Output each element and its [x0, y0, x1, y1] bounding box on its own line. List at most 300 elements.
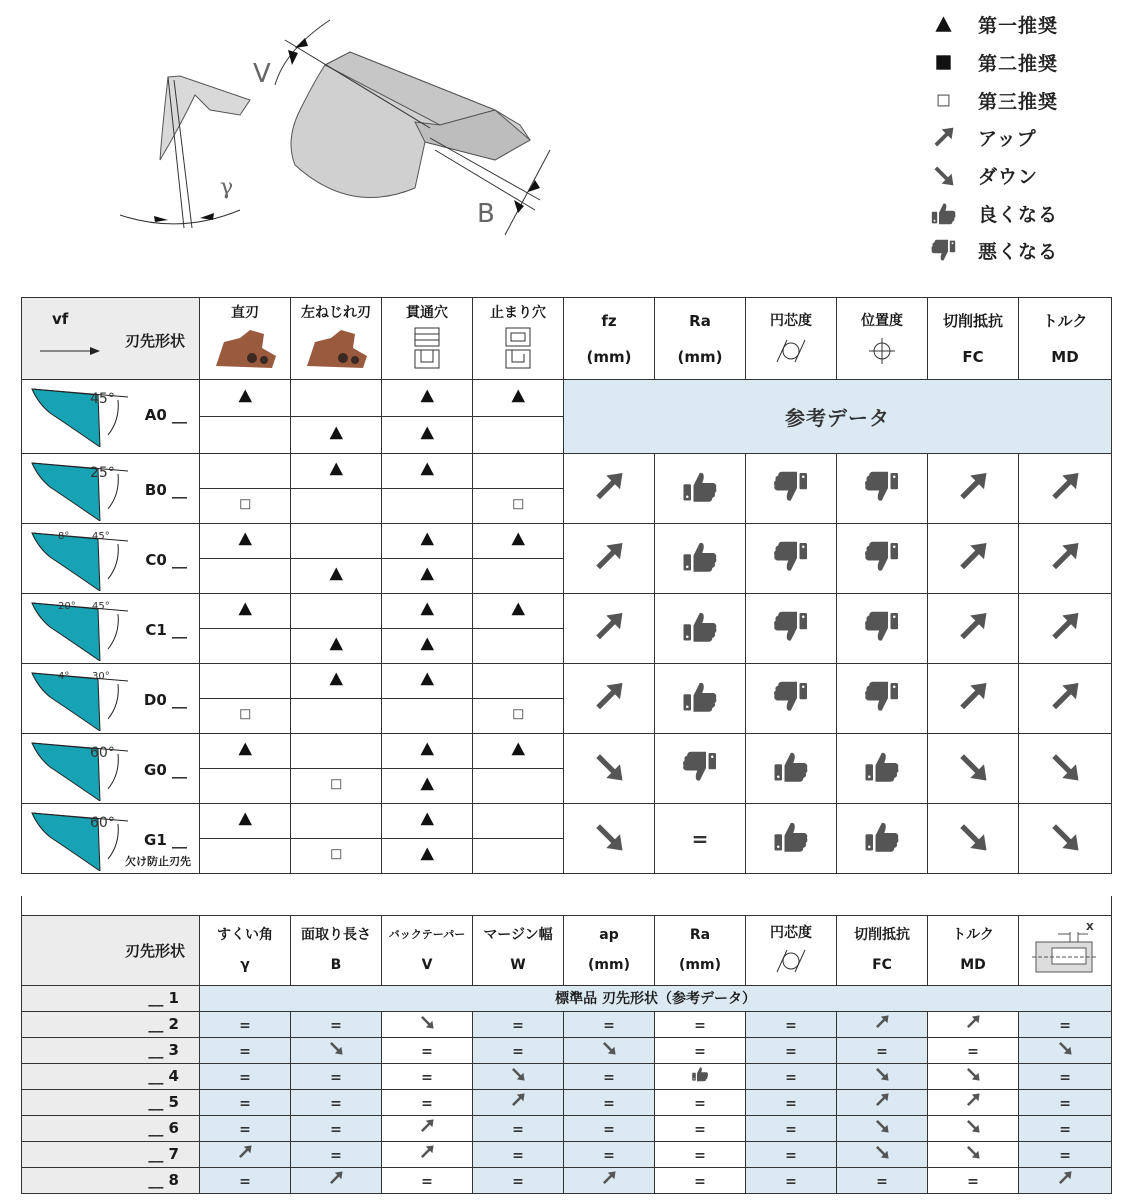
shape-recommendation-table: [21, 297, 1112, 874]
effect-cell: [655, 594, 746, 664]
effect-cell: [928, 524, 1019, 594]
recommendation-cell: [473, 594, 564, 629]
thumbs-up-icon: [681, 560, 719, 579]
triangle-icon: [416, 675, 439, 694]
recommendation-cell: [291, 664, 382, 699]
effect-cell: [564, 594, 655, 664]
variant-cell: [200, 1115, 291, 1141]
variant-cell: [564, 1037, 655, 1063]
concentricity-icon: [771, 338, 811, 364]
equal-icon: =: [421, 1173, 433, 1190]
triangle-icon: [416, 850, 439, 869]
recommendation-cell: [200, 839, 291, 874]
column-header: [200, 298, 291, 380]
legend-label: ダウン: [978, 166, 1039, 189]
equal-icon: =: [603, 1147, 615, 1164]
equal-icon: =: [785, 1017, 797, 1034]
shape-cell: [22, 524, 200, 594]
triangle-icon: [234, 535, 257, 554]
variant-cell: [928, 1167, 1019, 1193]
variant-row: [22, 1141, 1112, 1167]
arrow-up-icon: [1046, 630, 1084, 649]
variant-label: __ 6: [22, 1115, 200, 1141]
variant-label: __ 3: [22, 1037, 200, 1063]
equal-icon: =: [1059, 1095, 1071, 1112]
equal-icon: =: [512, 1017, 524, 1034]
variant-cell: [655, 1115, 746, 1141]
recommendation-cell: [291, 559, 382, 594]
arrow-down-icon: [954, 770, 992, 789]
variant-cell: [746, 1011, 837, 1037]
spacer-row: [22, 896, 1112, 915]
equal-icon: =: [421, 1095, 433, 1112]
equal-icon: =: [785, 1121, 797, 1138]
variant-cell: [382, 1141, 473, 1167]
equal-icon: =: [691, 826, 709, 851]
shape-angle-label: 45°: [92, 531, 110, 542]
recommendation-cell: [473, 769, 564, 804]
effect-cell: [1019, 734, 1112, 804]
column-header-label: 円芯度: [770, 312, 812, 329]
legend-label: 悪くなる: [978, 241, 1059, 264]
recommendation-cell: [200, 699, 291, 734]
equal-icon: =: [694, 1173, 706, 1190]
shape-name: G1 __: [144, 831, 187, 849]
legend-label: 第三推奨: [978, 90, 1059, 113]
empty-square-icon: [930, 87, 964, 113]
equal-icon: =: [512, 1173, 524, 1190]
recommendation-cell: [200, 417, 291, 454]
variant-cell: [928, 1011, 1019, 1037]
main-header-row: [22, 298, 1112, 380]
triangle-icon: [930, 12, 964, 38]
variant-row: [22, 1037, 1112, 1063]
variant-cell: [1019, 1063, 1112, 1089]
equal-icon: =: [603, 1017, 615, 1034]
arrow-down-icon: [964, 1120, 982, 1139]
equal-icon: =: [967, 1173, 979, 1190]
column-header: [473, 915, 564, 985]
insert-photo-icon: [301, 326, 371, 370]
recommendation-cell: [473, 524, 564, 559]
thumbs-down-icon: [863, 700, 901, 719]
feed-arrow-icon: [40, 346, 100, 356]
recommendation-cell: [473, 629, 564, 664]
x-label: X: [1086, 922, 1094, 933]
variant-cell: [655, 1063, 746, 1089]
shape-row: [22, 734, 1112, 769]
variant-row: [22, 985, 1112, 1011]
triangle-icon: [416, 745, 439, 764]
equal-icon: =: [876, 1043, 888, 1060]
variant-cell: [746, 1063, 837, 1089]
column-header: [564, 915, 655, 985]
arrow-up-icon: [418, 1146, 436, 1165]
column-header-sublabel: MD: [1051, 347, 1079, 366]
variant-cell: [837, 1115, 928, 1141]
column-header-sublabel: B: [330, 957, 342, 973]
legend-label: アップ: [978, 128, 1037, 151]
effect-cell: [655, 734, 746, 804]
variant-cell: [291, 1011, 382, 1037]
recommendation-cell: [200, 489, 291, 524]
triangle-icon: [416, 429, 439, 448]
shape-name: C1 __: [145, 621, 187, 639]
empty-square-icon: [234, 710, 257, 729]
arrow-up-icon: [964, 1016, 982, 1035]
triangle-icon: [416, 535, 439, 554]
arrow-up-icon: [590, 700, 628, 719]
variant-cell: [746, 1167, 837, 1193]
recommendation-cell: [200, 454, 291, 489]
variant-cell: [837, 1063, 928, 1089]
thumbs-up-icon: [681, 630, 719, 649]
column-header: [746, 915, 837, 985]
triangle-icon: [416, 605, 439, 624]
variant-cell: [473, 1115, 564, 1141]
recommendation-cell: [473, 664, 564, 699]
thumbs-down-icon: [863, 490, 901, 509]
legend-item: [930, 232, 1120, 270]
column-header-sublabel: γ: [240, 957, 250, 973]
variant-cell: [655, 1167, 746, 1193]
shape-cell: [22, 594, 200, 664]
empty-square-icon: [507, 500, 530, 519]
shape-name: B0 __: [144, 481, 187, 499]
variant-cell: [928, 1089, 1019, 1115]
triangle-icon: [234, 605, 257, 624]
recommendation-cell: [200, 734, 291, 769]
recommendation-cell: [291, 454, 382, 489]
equal-icon: =: [785, 1069, 797, 1086]
equal-icon: =: [239, 1173, 251, 1190]
variant-cell: [473, 1167, 564, 1193]
legend: [930, 6, 1120, 270]
variant-cell: [837, 1011, 928, 1037]
recommendation-cell: [200, 380, 291, 417]
arrow-down-icon: [873, 1146, 891, 1165]
column-header-sublabel: (mm): [677, 347, 723, 366]
tool-geometry-figure: [110, 10, 570, 250]
shape-angle-label: 60°: [90, 815, 115, 831]
recommendation-cell: [291, 804, 382, 839]
variant-cell: [564, 1115, 655, 1141]
arrow-up-icon: [954, 630, 992, 649]
column-header: [473, 298, 564, 380]
column-header-label: Ra: [689, 927, 711, 943]
effect-cell: [564, 664, 655, 734]
variant-cell: [382, 1063, 473, 1089]
column-header-label: 貫通穴: [406, 305, 448, 321]
column-header-label: 面取り長さ: [301, 927, 371, 943]
effect-cell: [837, 524, 928, 594]
shape-cell: [22, 454, 200, 524]
equal-icon: =: [421, 1043, 433, 1060]
recommendation-cell: [382, 524, 473, 559]
equal-icon: =: [967, 1043, 979, 1060]
variant-cell: [928, 1115, 1019, 1141]
recommendation-cell: [291, 839, 382, 874]
column-header: [1019, 915, 1112, 985]
vf-label: vf: [52, 310, 69, 328]
shape-row: [22, 380, 1112, 417]
variant-cell: [1019, 1089, 1112, 1115]
variant-label: __ 8: [22, 1167, 200, 1193]
shape-angle-label: 45°: [90, 391, 115, 407]
shape-name: D0 __: [143, 691, 187, 709]
legend-item: [930, 44, 1120, 82]
thumbs-down-icon: [772, 630, 810, 649]
column-header: [291, 298, 382, 380]
recommendation-cell: [473, 380, 564, 417]
column-header-sublabel: (mm): [586, 347, 632, 366]
arrow-up-icon: [954, 490, 992, 509]
arrow-up-icon: [327, 1172, 345, 1191]
column-header: [564, 298, 655, 380]
recommendation-cell: [291, 734, 382, 769]
triangle-icon: [325, 465, 348, 484]
recommendation-cell: [291, 699, 382, 734]
arrow-up-icon: [1046, 700, 1084, 719]
equal-icon: =: [785, 1043, 797, 1060]
legend-item: [930, 119, 1120, 157]
triangle-icon: [234, 392, 257, 411]
recommendation-cell: [382, 699, 473, 734]
shape-angle-label: 8°: [58, 531, 70, 542]
effect-cell: [928, 594, 1019, 664]
corner-cell: [22, 915, 200, 985]
standard-note-cell: [200, 985, 1112, 1011]
legend-item: [930, 6, 1120, 44]
column-header-label: ap: [599, 927, 619, 943]
recommendation-cell: [382, 839, 473, 874]
variant-cell: [382, 1115, 473, 1141]
arrow-up-icon: [954, 560, 992, 579]
equal-icon: =: [603, 1069, 615, 1086]
variant-cell: [564, 1089, 655, 1115]
effect-cell: [564, 734, 655, 804]
arrow-up-icon: [964, 1094, 982, 1113]
equal-icon: =: [694, 1095, 706, 1112]
blind-hole-icon: [503, 326, 533, 370]
column-header-label: 位置度: [861, 312, 903, 329]
variant-cell: [746, 1115, 837, 1141]
recommendation-cell: [200, 664, 291, 699]
column-header-label: 止まり穴: [490, 305, 546, 321]
effect-cell: [746, 524, 837, 594]
shape-header-label: 刃先形状: [124, 941, 185, 960]
arrow-down-icon: [1046, 840, 1084, 859]
effect-cell: [564, 804, 655, 874]
recommendation-cell: [382, 489, 473, 524]
variant-cell: [382, 1037, 473, 1063]
arrow-up-icon: [600, 1172, 618, 1191]
triangle-icon: [325, 429, 348, 448]
recommendation-cell: [382, 804, 473, 839]
variant-cell: [291, 1141, 382, 1167]
arrow-down-icon: [1056, 1042, 1074, 1061]
arrow-up-icon: [509, 1094, 527, 1113]
variant-cell: [200, 1037, 291, 1063]
recommendation-cell: [200, 769, 291, 804]
variant-label: __ 2: [22, 1011, 200, 1037]
effect-cell: [655, 454, 746, 524]
recommendation-cell: [473, 417, 564, 454]
column-header-sublabel: V: [421, 957, 433, 973]
arrow-up-icon: [873, 1016, 891, 1035]
equal-icon: =: [512, 1147, 524, 1164]
recommendation-cell: [200, 629, 291, 664]
variant-cell: [837, 1141, 928, 1167]
shape-angle-label: 45°: [92, 601, 110, 612]
thumbs-down-icon: [772, 490, 810, 509]
recommendation-cell: [291, 629, 382, 664]
variant-cell: [928, 1141, 1019, 1167]
shape-name: G0 __: [144, 761, 187, 779]
column-header-label: トルク: [952, 927, 994, 943]
variant-cell: [473, 1011, 564, 1037]
variant-cell: [655, 1141, 746, 1167]
equal-icon: =: [330, 1121, 342, 1138]
variant-cell: [837, 1037, 928, 1063]
triangle-icon: [416, 780, 439, 799]
recommendation-cell: [473, 699, 564, 734]
thumbs-down-icon: [681, 770, 719, 789]
variant-cell: [473, 1089, 564, 1115]
equal-icon: =: [1059, 1017, 1071, 1034]
gamma-label: γ: [220, 175, 234, 200]
variant-row: [22, 1115, 1112, 1141]
column-header: [382, 915, 473, 985]
equal-icon: =: [603, 1121, 615, 1138]
thumbs-down-icon: [863, 630, 901, 649]
effect-cell: [837, 594, 928, 664]
equal-icon: =: [694, 1121, 706, 1138]
column-header-label: Ra: [689, 311, 711, 330]
recommendation-cell: [382, 769, 473, 804]
column-header-label: バックテーパー: [388, 928, 466, 941]
variant-label: __ 1: [22, 985, 200, 1011]
recommendation-cell: [382, 734, 473, 769]
equal-icon: =: [239, 1043, 251, 1060]
shape-angle-label: 4°: [58, 671, 70, 682]
thumbs-up-icon: [691, 1068, 709, 1087]
insert-body: [253, 20, 550, 235]
variant-cell: [655, 1037, 746, 1063]
variant-row: [22, 1011, 1112, 1037]
variant-cell: [291, 1115, 382, 1141]
variant-cell: [1019, 1011, 1112, 1037]
column-header: [655, 915, 746, 985]
standard-note: 標準品 刃先形状（参考データ）: [555, 991, 756, 1007]
variant-cell: [746, 1089, 837, 1115]
variant-cell: [928, 1063, 1019, 1089]
variant-row: [22, 1167, 1112, 1193]
arrow-up-icon: [873, 1094, 891, 1113]
thumbs-up-icon: [863, 840, 901, 859]
legend-item: [930, 194, 1120, 232]
triangle-icon: [507, 745, 530, 764]
effect-cell: [928, 454, 1019, 524]
variant-cell: [928, 1037, 1019, 1063]
equal-icon: =: [239, 1095, 251, 1112]
effect-cell: [746, 664, 837, 734]
equal-icon: =: [330, 1095, 342, 1112]
variant-row: [22, 1089, 1112, 1115]
arrow-down-icon: [873, 1120, 891, 1139]
recommendation-cell: [473, 839, 564, 874]
equal-icon: =: [330, 1017, 342, 1034]
column-header: [1019, 298, 1112, 380]
variant-cell: [291, 1063, 382, 1089]
v-label: V: [253, 59, 271, 89]
variant-cell: [291, 1037, 382, 1063]
effect-cell: [1019, 594, 1112, 664]
arrow-up-icon: [1046, 490, 1084, 509]
margin-width-diagram-icon: [1030, 920, 1100, 976]
shape-row: [22, 664, 1112, 699]
equal-icon: =: [512, 1043, 524, 1060]
legend-item: [930, 81, 1120, 119]
column-header-label: fz: [601, 311, 617, 330]
shape-header-label: 刃先形状: [124, 332, 185, 350]
recommendation-cell: [200, 804, 291, 839]
column-header-label: 直刃: [231, 305, 259, 321]
shape-row: [22, 524, 1112, 559]
equal-icon: =: [239, 1121, 251, 1138]
variant-cell: [473, 1037, 564, 1063]
shape-angle-label: 30°: [92, 671, 110, 682]
variant-cell: [564, 1167, 655, 1193]
recommendation-cell: [291, 417, 382, 454]
column-header-label: 切削抵抗: [854, 927, 910, 943]
arrow-down-icon: [418, 1016, 436, 1035]
empty-square-icon: [234, 500, 257, 519]
variant-cell: [382, 1167, 473, 1193]
recommendation-cell: [200, 594, 291, 629]
triangle-icon: [416, 815, 439, 834]
column-header: [200, 915, 291, 985]
thumbs-up-icon: [772, 840, 810, 859]
effect-cell: [1019, 454, 1112, 524]
effect-cell: [1019, 664, 1112, 734]
arrow-up-icon: [1046, 560, 1084, 579]
b-label: B: [477, 199, 495, 229]
equal-icon: =: [1059, 1147, 1071, 1164]
arrow-up-icon: [930, 125, 964, 151]
variant-cell: [200, 1063, 291, 1089]
column-header-label: 円芯度: [770, 925, 812, 941]
reference-note-cell: [564, 380, 1112, 454]
recommendation-cell: [291, 594, 382, 629]
variant-cell: [655, 1089, 746, 1115]
recommendation-cell: [382, 664, 473, 699]
shape-angle-label: 60°: [90, 745, 115, 761]
effect-cell: [928, 734, 1019, 804]
recommendation-cell: [291, 380, 382, 417]
column-header: [382, 298, 473, 380]
variant-cell: [473, 1063, 564, 1089]
column-header-sublabel: FC: [962, 347, 984, 366]
position-icon: [867, 338, 897, 364]
rake-angle-detail: [120, 76, 250, 228]
effect-cell: [746, 734, 837, 804]
arrow-up-icon: [418, 1120, 436, 1139]
recommendation-cell: [200, 524, 291, 559]
variant-label: __ 5: [22, 1089, 200, 1115]
recommendation-cell: [382, 594, 473, 629]
effect-cell: [837, 454, 928, 524]
